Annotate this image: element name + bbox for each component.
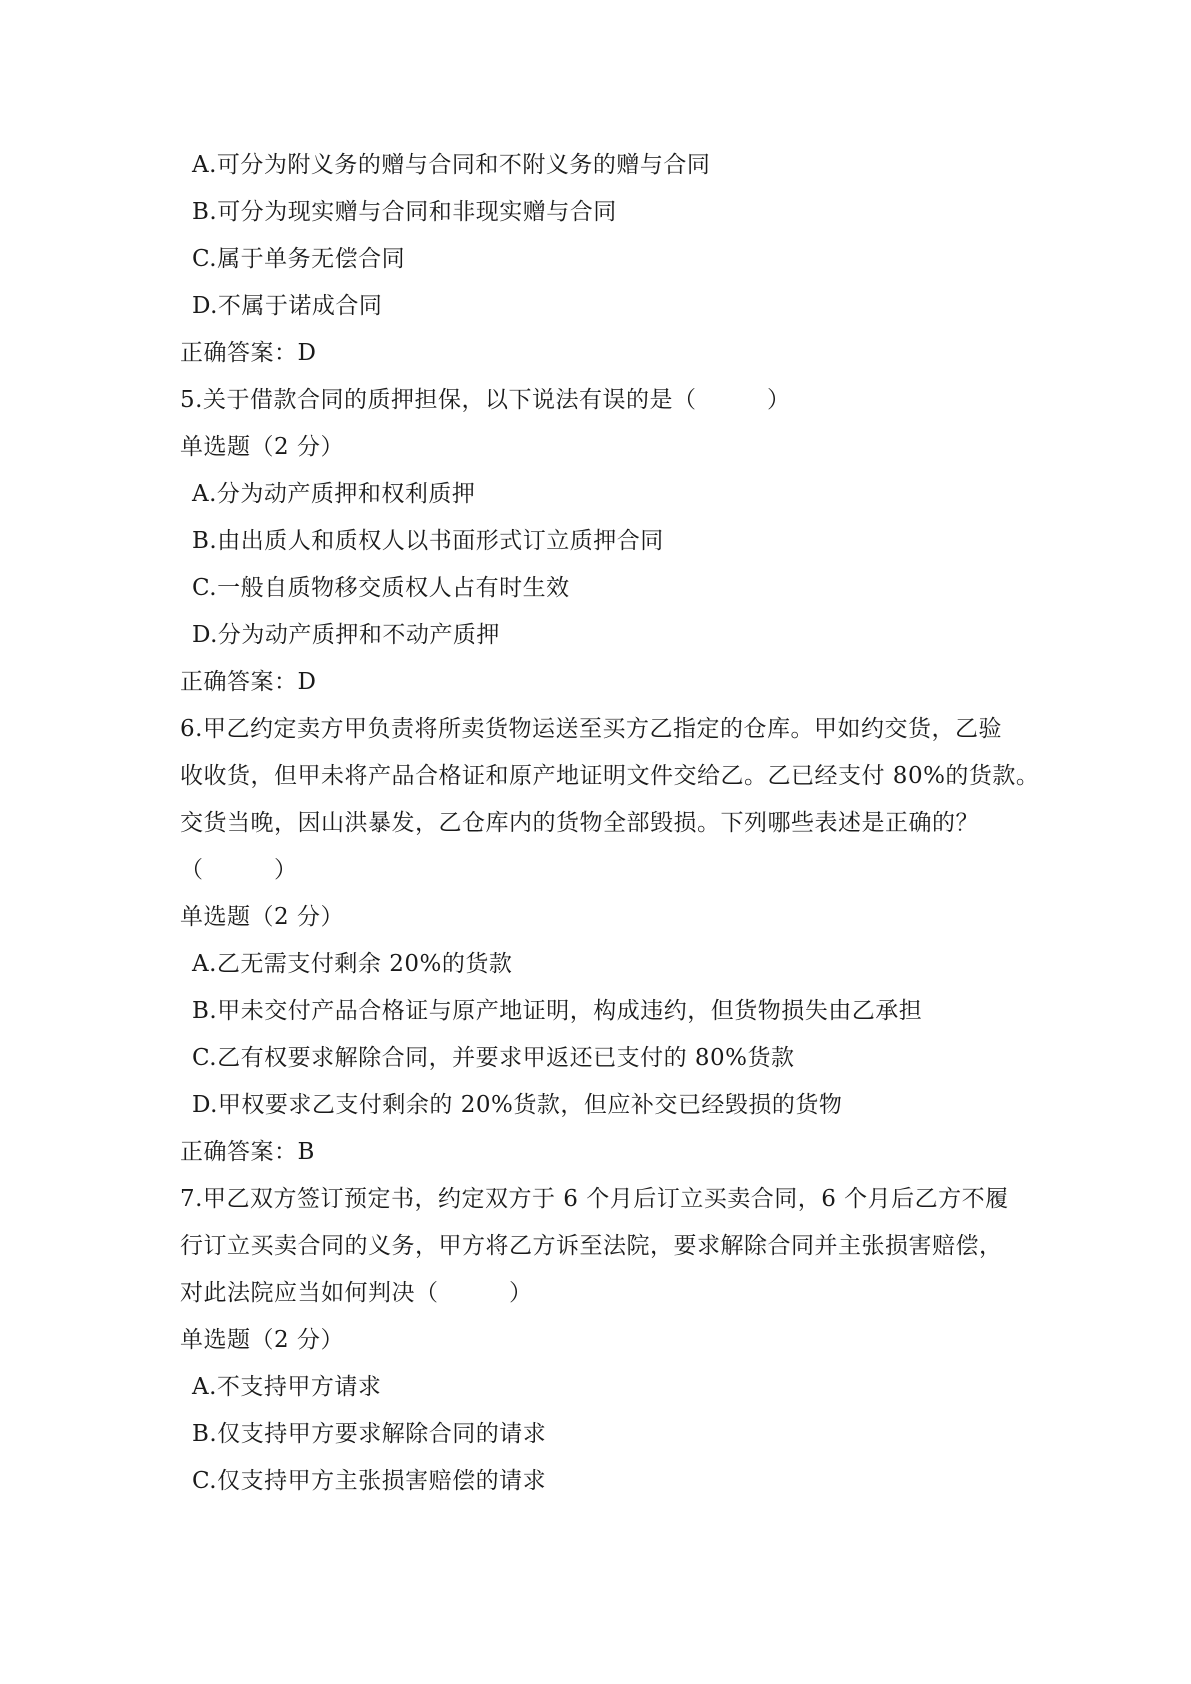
- option-b: B.仅支持甲方要求解除合同的请求: [192, 1421, 547, 1447]
- correct-answer: 正确答案：D: [180, 340, 317, 366]
- stem-line: 收收货，但甲未将产品合格证和原产地证明文件交给乙。乙已经支付 80%的货款。: [180, 763, 1040, 789]
- option-d: D.分为动产质押和不动产质押: [192, 622, 500, 648]
- question-type: 单选题（2 分）: [180, 904, 344, 930]
- question-type: 单选题（2 分）: [180, 434, 344, 460]
- option-d: D.甲权要求乙支付剩余的 20%货款，但应补交已经毁损的货物: [192, 1092, 843, 1118]
- option-a: A.乙无需支付剩余 20%的货款: [192, 951, 513, 977]
- stem-line: 行订立买卖合同的义务，甲方将乙方诉至法院，要求解除合同并主张损害赔偿，: [180, 1233, 1003, 1259]
- option-a: A.可分为附义务的赠与合同和不附义务的赠与合同: [192, 152, 711, 178]
- option-b: B.由出质人和质权人以书面形式订立质押合同: [192, 528, 664, 554]
- option-b: B.可分为现实赠与合同和非现实赠与合同: [192, 199, 617, 225]
- option-d: D.不属于诺成合同: [192, 293, 383, 319]
- option-c: C.仅支持甲方主张损害赔偿的请求: [192, 1468, 547, 1494]
- option-a: A.分为动产质押和权利质押: [192, 481, 476, 507]
- stem-line: 6.甲乙约定卖方甲负责将所卖货物运送至买方乙指定的仓库。甲如约交货，乙验: [180, 716, 1002, 742]
- correct-answer: 正确答案：D: [180, 669, 317, 695]
- question-5-stem: 5.关于借款合同的质押担保，以下说法有误的是（ ）: [180, 387, 791, 413]
- prev-question-options: [180, 142, 1020, 330]
- option-a: A.不支持甲方请求: [192, 1374, 382, 1400]
- question-6-stem: [180, 706, 1040, 894]
- option-c: C.乙有权要求解除合同，并要求甲返还已支付的 80%货款: [192, 1045, 795, 1071]
- option-c: C.一般自质物移交质权人占有时生效: [192, 575, 570, 601]
- option-c: C.属于单务无偿合同: [192, 246, 406, 272]
- stem-line: 对此法院应当如何判决（ ）: [180, 1280, 533, 1306]
- question-type: 单选题（2 分）: [180, 1327, 344, 1353]
- document-page: [180, 142, 1040, 1505]
- stem-line: 7.甲乙双方签订预定书，约定双方于 6 个月后订立买卖合同，6 个月后乙方不履: [180, 1186, 1009, 1212]
- correct-answer: 正确答案：B: [180, 1139, 315, 1165]
- stem-line: （ ）: [180, 857, 298, 883]
- question-7-stem: [180, 1176, 1020, 1317]
- option-b: B.甲未交付产品合格证与原产地证明，构成违约，但货物损失由乙承担: [192, 998, 923, 1024]
- stem-line: 交货当晚，因山洪暴发，乙仓库内的货物全部毁损。下列哪些表述是正确的？: [180, 810, 979, 836]
